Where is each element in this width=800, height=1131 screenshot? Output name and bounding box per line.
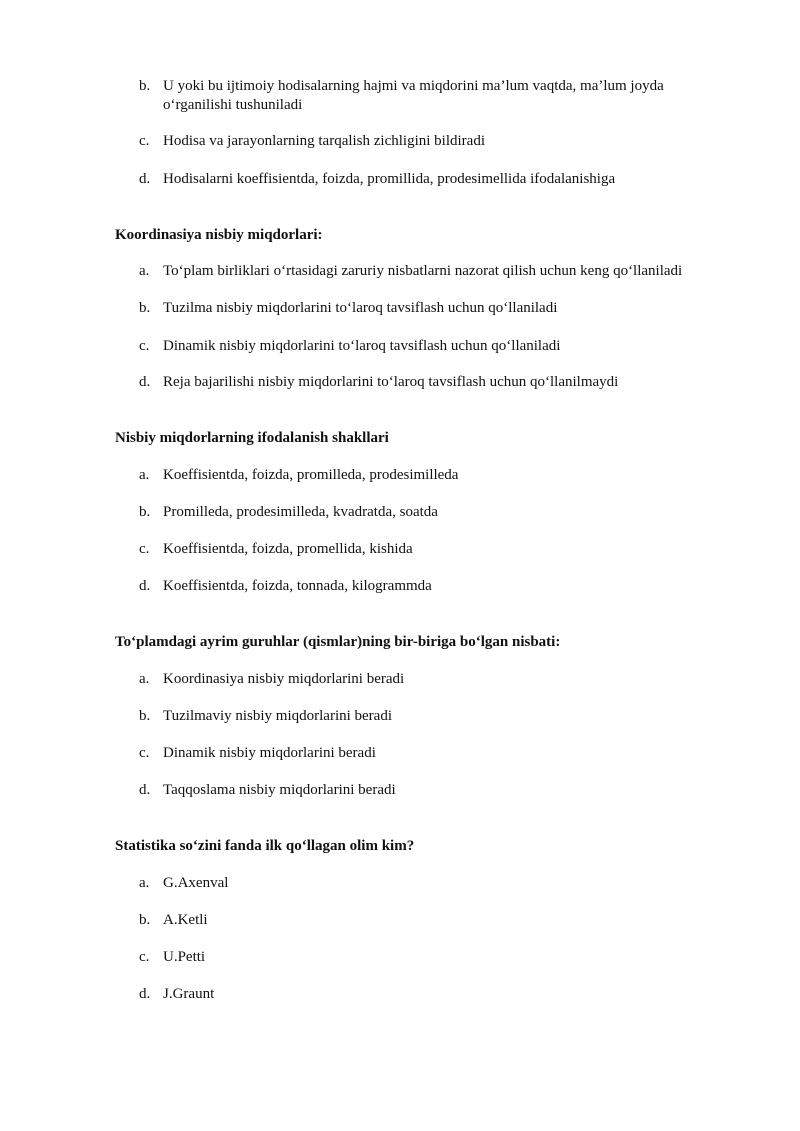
option-letter: c. [139,133,150,149]
option-text: Promilleda, prodesimilleda, kvadratda, soatda [163,504,438,520]
option-letter: b. [139,78,151,94]
option-text: A.Ketli [163,912,208,928]
option-text: Koeffisientda, foizda, promilleda, prodesimilleda [163,467,459,483]
option-letter: a. [139,467,150,483]
option-letter: b. [139,300,151,316]
answer-option [139,373,739,392]
option-text-line: o‘rganilishi tushuniladi [163,97,303,113]
answer-option [139,466,739,485]
option-text: Hodisalarni koeffisientda, foizda, promillida, prodesimellida ifodalanishiga [163,171,616,187]
question-title: Koordinasiya nisbiy miqdorlari: [115,227,323,243]
answer-option [139,985,739,1004]
option-letter: c. [139,949,150,965]
option-letter: a. [139,671,150,687]
answer-option [139,670,739,689]
option-letter: b. [139,912,151,928]
option-text: Taqqoslama nisbiy miqdorlarini beradi [163,782,396,798]
option-letter: c. [139,338,150,354]
question-title: To‘plamdagi ayrim guruhlar (qismlar)ning bir-biriga bo‘lgan nisbati: [115,634,561,650]
option-text: J.Graunt [163,986,215,1002]
answer-option [139,337,739,356]
option-text-line: U yoki bu ijtimoiy hodisalarning hajmi va miqdorini ma’lum vaqtda, ma’lum joyda [163,78,664,94]
option-letter: a. [139,263,150,279]
answer-option [139,744,739,763]
question-title: Statistika so‘zini fanda ilk qo‘llagan olim kim? [115,838,415,854]
option-letter: c. [139,745,150,761]
option-text: Tuzilma nisbiy miqdorlarini to‘laroq tavsiflash uchun qo‘llaniladi [163,300,558,316]
option-text: G.Axenval [163,875,229,891]
option-text: Tuzilmaviy nisbiy miqdorlarini beradi [163,708,393,724]
answer-option [139,948,739,967]
option-text: U.Petti [163,949,206,965]
option-letter: a. [139,875,150,891]
answer-option [139,132,739,151]
option-letter: c. [139,541,150,557]
option-text: Reja bajarilishi nisbiy miqdorlarini to‘laroq tavsiflash uchun qo‘llanilmaydi [163,374,619,390]
question-title: Nisbiy miqdorlarning ifodalanish shakllari [115,430,389,446]
answer-option [139,299,739,318]
answer-option [139,540,739,559]
answer-option [139,707,739,726]
answer-option [139,577,739,596]
answer-option [139,874,739,893]
option-text: Koeffisientda, foizda, promellida, kishida [163,541,413,557]
option-letter: b. [139,504,151,520]
option-letter: d. [139,986,151,1002]
option-text: Dinamik nisbiy miqdorlarini to‘laroq tavsiflash uchun qo‘llaniladi [163,338,561,354]
answer-option [139,262,739,281]
option-letter: d. [139,171,151,187]
option-text: To‘plam birliklari o‘rtasidagi zaruriy nisbatlarni nazorat qilish uchun keng qo‘llaniladi [163,263,683,279]
answer-option [139,911,739,930]
option-letter: b. [139,708,151,724]
answer-option [139,781,739,800]
option-text: Koeffisientda, foizda, tonnada, kilogrammda [163,578,432,594]
option-text: Dinamik nisbiy miqdorlarini beradi [163,745,376,761]
answer-option [139,503,739,522]
option-letter: d. [139,374,151,390]
option-text: Hodisa va jarayonlarning tarqalish zichligini bildiradi [163,133,485,149]
option-letter: d. [139,578,151,594]
option-text: Koordinasiya nisbiy miqdorlarini beradi [163,671,405,687]
answer-option [139,170,739,189]
answer-option [139,77,739,115]
option-letter: d. [139,782,151,798]
option-text [163,77,739,115]
